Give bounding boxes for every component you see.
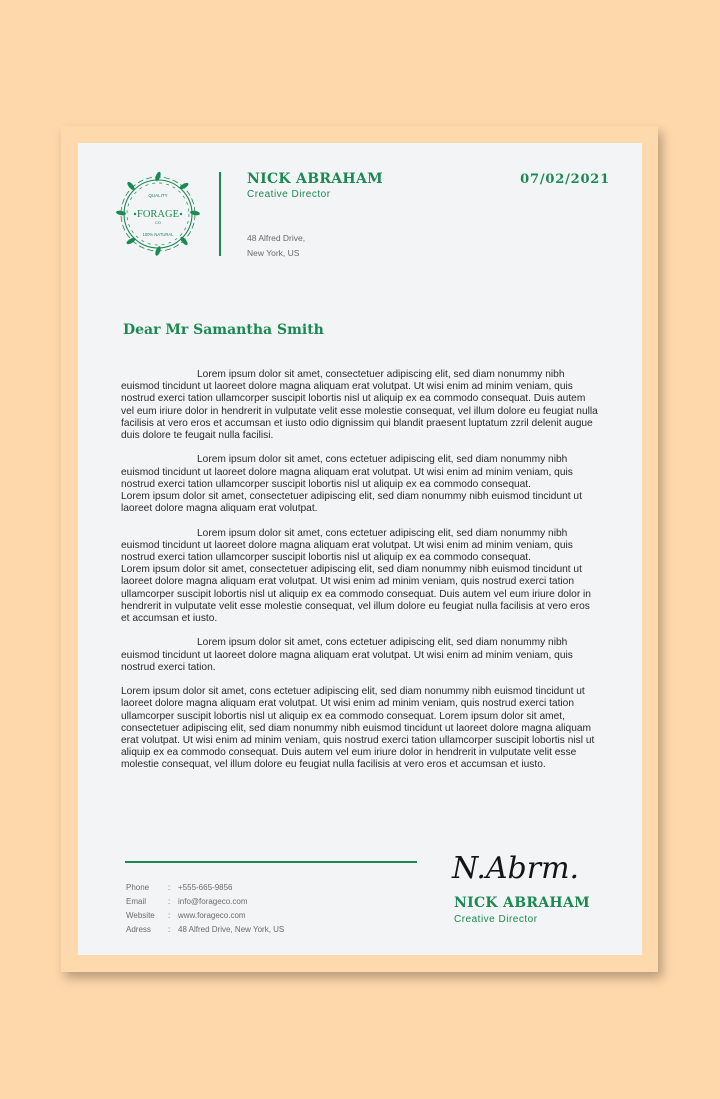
contact-details bbox=[126, 880, 284, 936]
contact-label: Phone bbox=[126, 882, 150, 892]
contact-separator: : bbox=[168, 910, 171, 920]
sender-address bbox=[247, 231, 305, 261]
paragraph: Lorem ipsum dolor sit amet, cons ectetuer adipiscing elit, sed diam nonummy nibh euismod tincidunt ut laoreet dolore magna aliquam erat volutpat. Ut wisi enim ad minim veniam, quis nostrud exerci tation ullamcorper suscipit lobortis nisl ut aliquip ex ea commodo consequat. bbox=[121, 527, 573, 564]
logo-sub: CO bbox=[155, 220, 161, 225]
paragraph: Lorem ipsum dolor sit amet, consectetuer adipiscing elit, sed diam nonummy nibh euismod tincidunt ut laoreet dolore magna aliquam erat volutpat. Ut wisi enim ad minim veniam, quis nostrud exerci tation ullamcorper suscipit lobortis nisl ut aliquip ex ea commodo consequat. Duis autem vel eum iriure dolor in hendrerit in vulputate velit esse molestie consequat, vel illum dolore eu feugiat nulla facilisis at vero eros et accumsan et iusto odio dignissim qui blandit praesent luptatum zzril delenit augue duis dolore te feugait nulla facilisi. bbox=[121, 369, 598, 442]
logo-top-text: QUALITY bbox=[148, 193, 168, 198]
contact-label: Website bbox=[126, 910, 155, 920]
paragraph: Lorem ipsum dolor sit amet, consectetuer adipiscing elit, sed diam nonummy nibh euismod tincidunt ut laoreet dolore magna aliquam erat volutpat. Ut wisi enim ad minim veniam, quis nostrud exerci tation ullamcorper suscipit lobortis nisl ut aliquip ex ea commodo consequat. Duis autem vel eum iriure dolor in hendrerit in vulputate velit esse molestie consequat, vel illum dolore eu feugiat nulla facilisis at vero eros et accumsan et iusto. bbox=[121, 564, 591, 625]
contact-separator: : bbox=[168, 924, 171, 934]
signature-script: N.Abrm. bbox=[452, 851, 580, 886]
letter-date: 07/02/2021 bbox=[520, 172, 610, 187]
contact-website: www.forageco.com bbox=[178, 910, 246, 920]
contact-phone: +555-665-9856 bbox=[178, 882, 233, 892]
header-divider bbox=[219, 172, 221, 256]
contact-label: Email bbox=[126, 896, 147, 906]
footer-divider bbox=[125, 861, 417, 863]
paragraph-group bbox=[121, 528, 599, 626]
contact-row-phone bbox=[126, 880, 284, 894]
paragraph: Lorem ipsum dolor sit amet, cons ectetuer adipiscing elit, sed diam nonummy nibh euismod tincidunt ut laoreet dolore magna aliquam erat volutpat. Ut wisi enim ad minim veniam, quis nostrud exerci tation. bbox=[121, 637, 573, 673]
contact-email: info@forageco.com bbox=[178, 896, 248, 906]
logo-brand: FORAGE bbox=[136, 209, 180, 220]
letter-greeting: Dear Mr Samantha Smith bbox=[123, 322, 324, 338]
address-line-1: 48 Alfred Drive, bbox=[247, 233, 306, 243]
paragraph: Lorem ipsum dolor sit amet, cons ectetuer adipiscing elit, sed diam nonummy nibh euismod tincidunt ut laoreet dolore magna aliquam erat volutpat. Ut wisi enim ad minim veniam, quis nostrud exerci tation ullamcorper suscipit lobortis nisl ut aliquip ex ea commodo consequat. Lorem ipsum dolor sit amet, consectetuer adipiscing elit, sed diam nonummy nibh euismod tincidunt ut laoreet dolore magna aliquam erat volutpat. Ut wisi enim ad minim veniam, quis nostrud exerci tation ullamcorper suscipit lobortis nisl ut aliquip ex ea commodo consequat. Duis autem vel eum iriure dolor in hendrerit in vulputate velit esse molestie consequat, vel illum dolore eu feugiat nulla facilisis at vero eros et accumsan et iusto. bbox=[121, 686, 595, 771]
address-line-2: New York, US bbox=[247, 248, 300, 258]
contact-label: Adress bbox=[126, 924, 151, 934]
contact-row-address bbox=[126, 922, 284, 936]
paragraph: Lorem ipsum dolor sit amet, consectetuer adipiscing elit, sed diam nonummy nibh euismod tincidunt ut laoreet dolore magna aliquam erat volutpat. bbox=[121, 491, 582, 515]
contact-separator: : bbox=[168, 896, 171, 906]
wreath-logo-icon bbox=[115, 171, 201, 257]
signatory-name: NICK ABRAHAM bbox=[454, 895, 590, 911]
sender-name: NICK ABRAHAM bbox=[247, 171, 383, 187]
logo-bottom-text: 100% NATURAL bbox=[142, 232, 174, 237]
paragraph-group bbox=[121, 454, 599, 515]
letter-body bbox=[121, 369, 599, 784]
sender-role: Creative Director bbox=[247, 189, 331, 200]
contact-row-website bbox=[126, 908, 284, 922]
contact-address: 48 Alfred Drive, New York, US bbox=[178, 924, 285, 934]
contact-row-email bbox=[126, 894, 284, 908]
handwritten-signature bbox=[450, 842, 600, 886]
contact-separator: : bbox=[168, 882, 171, 892]
signatory-role: Creative Director bbox=[454, 914, 538, 925]
paragraph: Lorem ipsum dolor sit amet, cons ectetuer adipiscing elit, sed diam nonummy nibh euismod tincidunt ut laoreet dolore magna aliquam erat volutpat. Ut wisi enim ad minim veniam, quis nostrud exerci tation ullamcorper suscipit lobortis nisl ut aliquip ex ea commodo consequat. bbox=[121, 454, 573, 490]
